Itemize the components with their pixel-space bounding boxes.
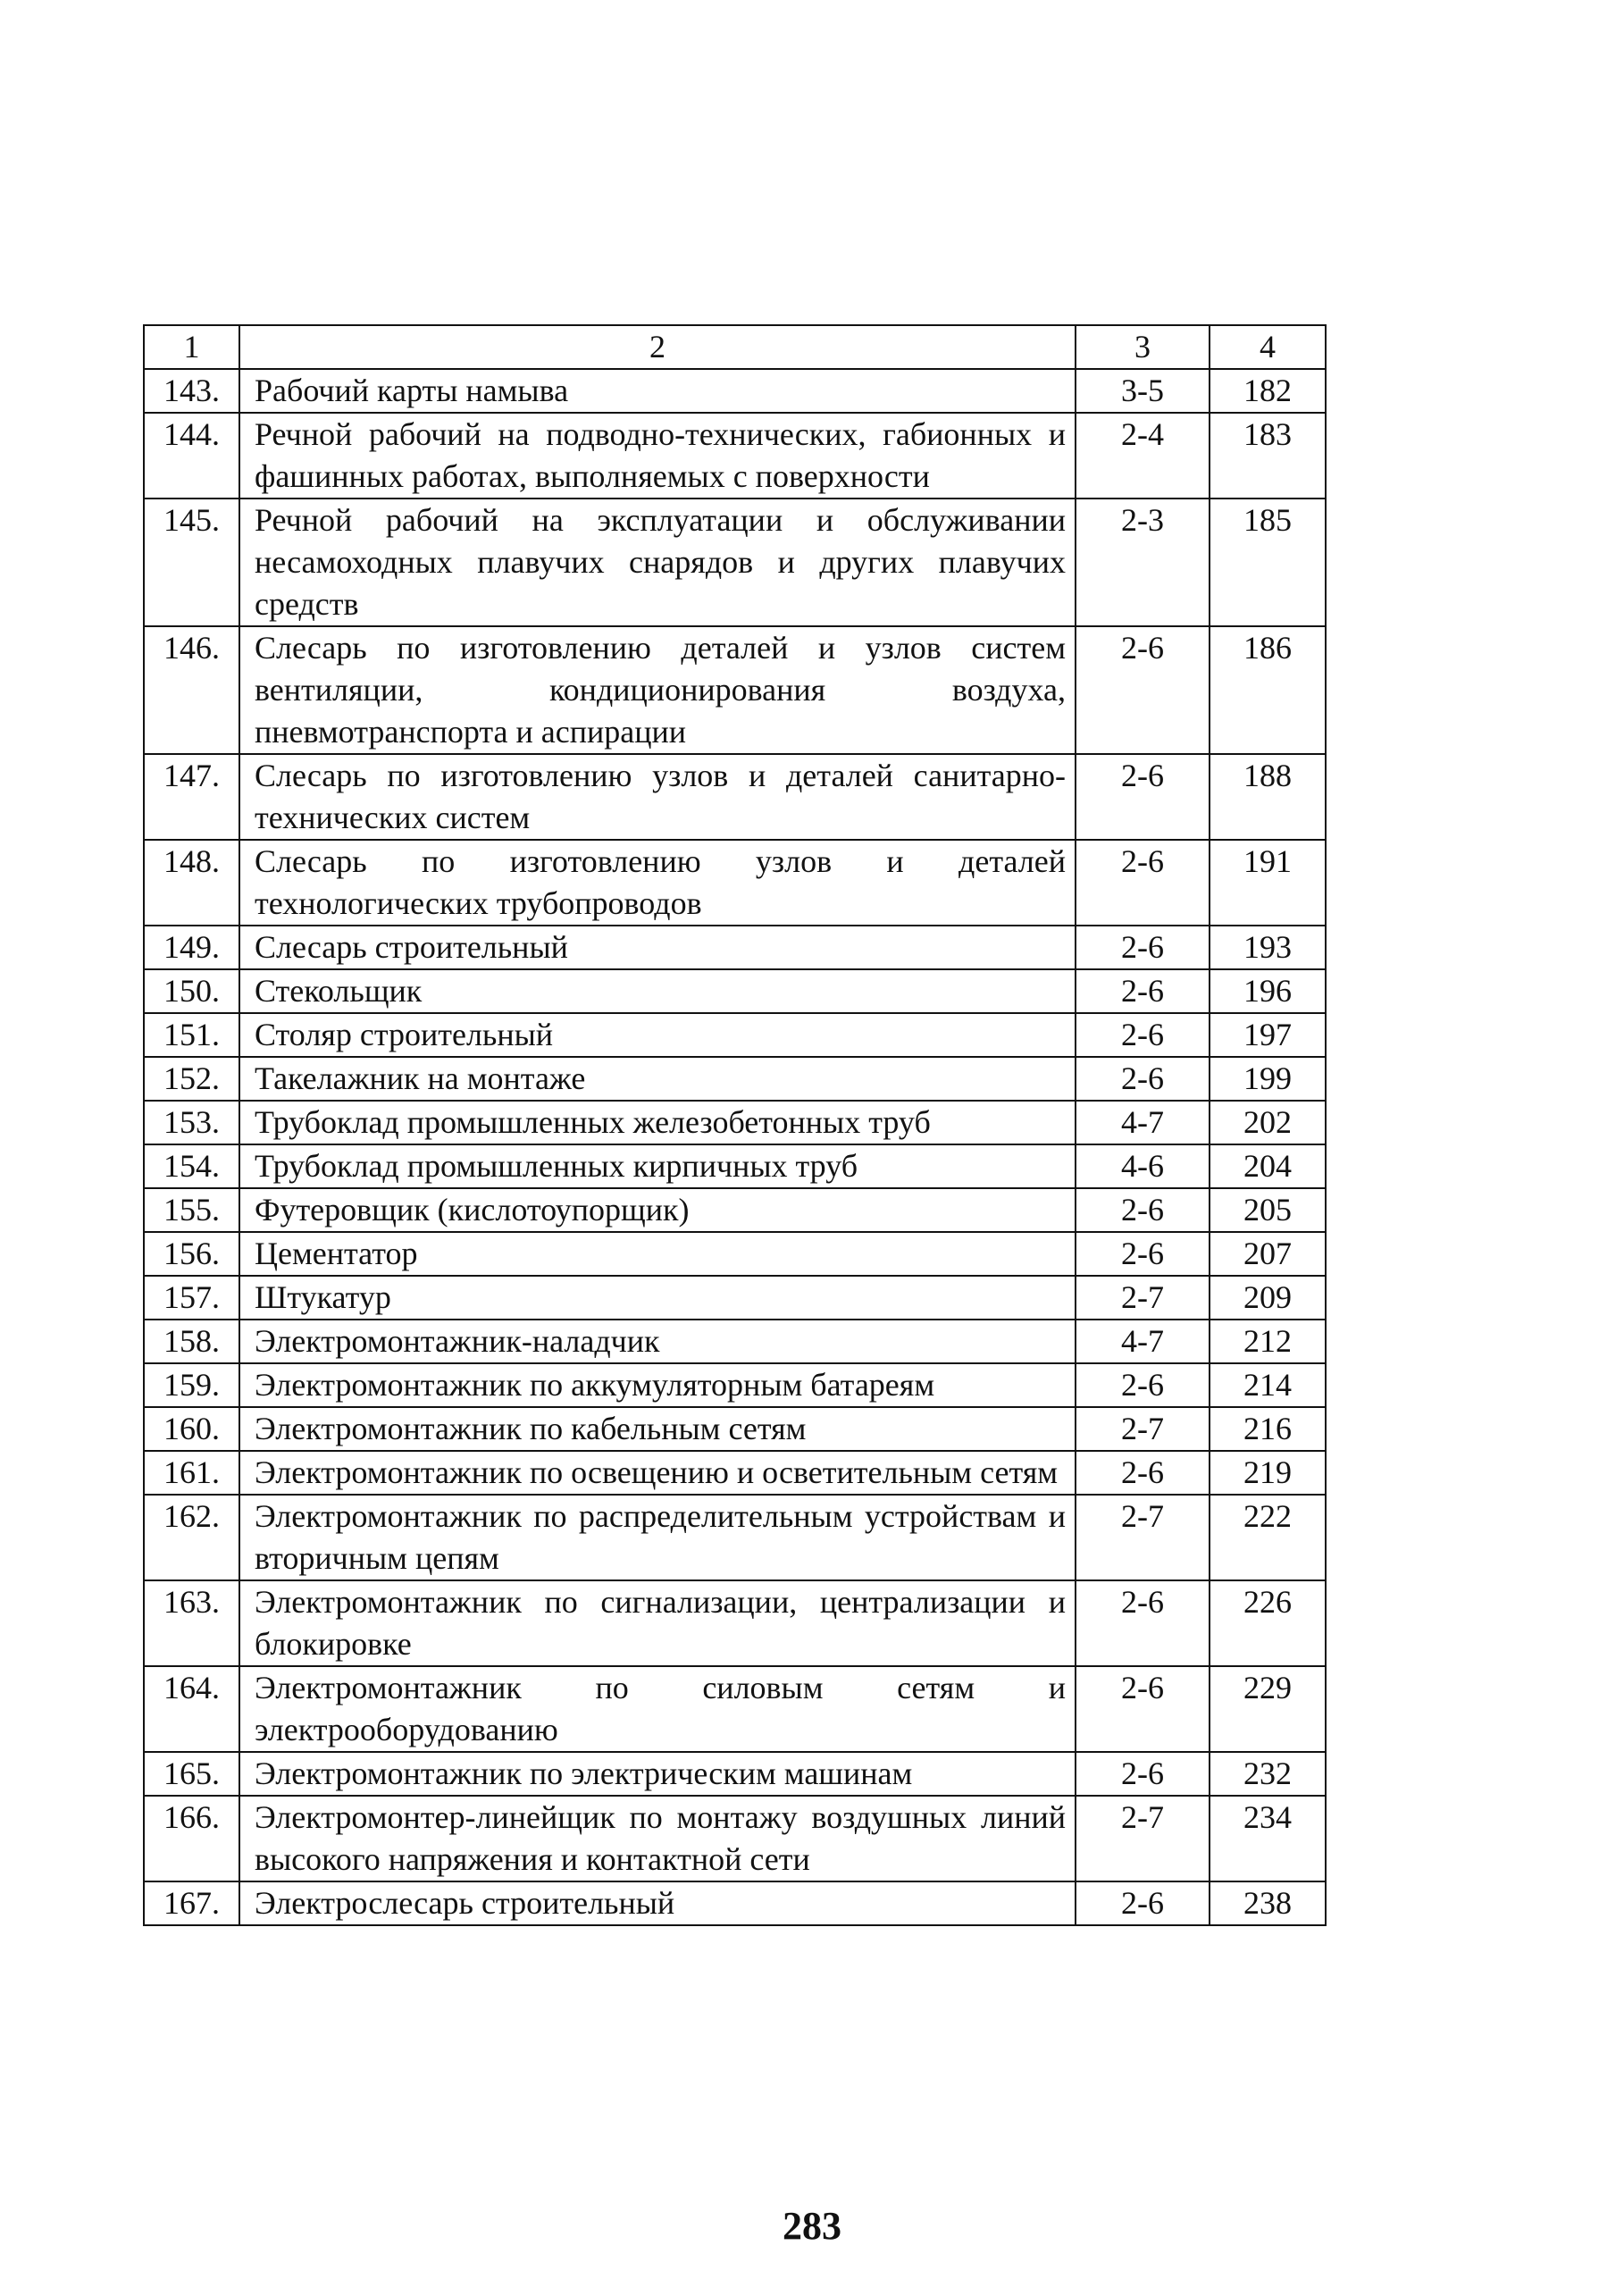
page-ref: 219 — [1210, 1451, 1326, 1495]
page-number: 283 — [783, 2204, 841, 2248]
profession-name: Такелажник на монтаже — [239, 1057, 1076, 1101]
grade-range: 2-6 — [1076, 840, 1210, 926]
grade-range: 2-7 — [1076, 1495, 1210, 1580]
column-header-3: 3 — [1076, 325, 1210, 369]
profession-name: Цементатор — [239, 1232, 1076, 1276]
grade-range: 2-6 — [1076, 754, 1210, 840]
profession-name: Столяр строительный — [239, 1013, 1076, 1057]
column-header-4: 4 — [1210, 325, 1326, 369]
grade-range: 4-7 — [1076, 1320, 1210, 1363]
row-number: 145. — [144, 499, 239, 626]
profession-name: Речной рабочий на эксплуатации и обслуживании несамоходных плавучих снарядов и других плавучих средств — [239, 499, 1076, 626]
profession-name: Речной рабочий на подводно-технических, габионных и фашинных работах, выполняемых с поверхности — [239, 413, 1076, 499]
row-number: 159. — [144, 1363, 239, 1407]
page-ref: 199 — [1210, 1057, 1326, 1101]
profession-name: Стекольщик — [239, 969, 1076, 1013]
table-row — [144, 1796, 1326, 1881]
page-ref: 229 — [1210, 1666, 1326, 1752]
grade-range: 4-6 — [1076, 1144, 1210, 1188]
table-row — [144, 840, 1326, 926]
table-row — [144, 1320, 1326, 1363]
profession-name: Электромонтажник по силовым сетям и электрооборудованию — [239, 1666, 1076, 1752]
grade-range: 2-4 — [1076, 413, 1210, 499]
row-number: 151. — [144, 1013, 239, 1057]
grade-range: 2-6 — [1076, 926, 1210, 969]
grade-range: 2-6 — [1076, 1188, 1210, 1232]
profession-name: Электрослесарь строительный — [239, 1881, 1076, 1925]
profession-name: Слесарь строительный — [239, 926, 1076, 969]
page-ref: 196 — [1210, 969, 1326, 1013]
grade-range: 2-6 — [1076, 1580, 1210, 1666]
row-number: 156. — [144, 1232, 239, 1276]
row-number: 164. — [144, 1666, 239, 1752]
row-number: 160. — [144, 1407, 239, 1451]
table-body — [144, 369, 1326, 1925]
page-ref: 186 — [1210, 626, 1326, 754]
row-number: 150. — [144, 969, 239, 1013]
page-ref: 222 — [1210, 1495, 1326, 1580]
grade-range: 2-7 — [1076, 1407, 1210, 1451]
table-row — [144, 1666, 1326, 1752]
page-ref: 191 — [1210, 840, 1326, 926]
page-ref: 202 — [1210, 1101, 1326, 1144]
page-ref: 197 — [1210, 1013, 1326, 1057]
table-row — [144, 626, 1326, 754]
column-header-1: 1 — [144, 325, 239, 369]
profession-name: Электромонтажник-наладчик — [239, 1320, 1076, 1363]
grade-range: 3-5 — [1076, 369, 1210, 413]
grade-range: 2-6 — [1076, 1666, 1210, 1752]
row-number: 162. — [144, 1495, 239, 1580]
table-row — [144, 1144, 1326, 1188]
table-row — [144, 1057, 1326, 1101]
page-ref: 232 — [1210, 1752, 1326, 1796]
row-number: 166. — [144, 1796, 239, 1881]
table-row — [144, 1752, 1326, 1796]
table-row — [144, 1407, 1326, 1451]
grade-range: 2-6 — [1076, 1451, 1210, 1495]
row-number: 144. — [144, 413, 239, 499]
table-row — [144, 1881, 1326, 1925]
table-row — [144, 1013, 1326, 1057]
row-number: 163. — [144, 1580, 239, 1666]
row-number: 158. — [144, 1320, 239, 1363]
page-ref: 209 — [1210, 1276, 1326, 1320]
table-row — [144, 1276, 1326, 1320]
profession-name: Слесарь по изготовлению узлов и деталей технологических трубопроводов — [239, 840, 1076, 926]
table-row — [144, 969, 1326, 1013]
page-ref: 185 — [1210, 499, 1326, 626]
row-number: 143. — [144, 369, 239, 413]
table-row — [144, 1580, 1326, 1666]
profession-name: Рабочий карты намыва — [239, 369, 1076, 413]
profession-name: Электромонтажник по аккумуляторным батареям — [239, 1363, 1076, 1407]
table-row — [144, 1495, 1326, 1580]
row-number: 153. — [144, 1101, 239, 1144]
row-number: 149. — [144, 926, 239, 969]
table-row — [144, 1232, 1326, 1276]
profession-name: Электромонтажник по освещению и осветительным сетям — [239, 1451, 1076, 1495]
row-number: 152. — [144, 1057, 239, 1101]
page-ref: 238 — [1210, 1881, 1326, 1925]
page-ref: 216 — [1210, 1407, 1326, 1451]
table-row — [144, 1101, 1326, 1144]
table-row — [144, 413, 1326, 499]
row-number: 157. — [144, 1276, 239, 1320]
column-header-2: 2 — [239, 325, 1076, 369]
profession-name: Электромонтер-линейщик по монтажу воздушных линий высокого напряжения и контактной сети — [239, 1796, 1076, 1881]
table-row — [144, 926, 1326, 969]
table-row — [144, 1363, 1326, 1407]
table-row — [144, 369, 1326, 413]
grade-range: 2-6 — [1076, 1013, 1210, 1057]
grade-range: 2-6 — [1076, 1752, 1210, 1796]
professions-table — [143, 324, 1327, 1926]
page-ref: 226 — [1210, 1580, 1326, 1666]
profession-name: Трубоклад промышленных кирпичных труб — [239, 1144, 1076, 1188]
row-number: 165. — [144, 1752, 239, 1796]
grade-range: 2-7 — [1076, 1796, 1210, 1881]
row-number: 167. — [144, 1881, 239, 1925]
page-ref: 183 — [1210, 413, 1326, 499]
grade-range: 2-6 — [1076, 1057, 1210, 1101]
page-ref: 204 — [1210, 1144, 1326, 1188]
grade-range: 2-7 — [1076, 1276, 1210, 1320]
profession-name: Электромонтажник по электрическим машинам — [239, 1752, 1076, 1796]
grade-range: 2-6 — [1076, 1881, 1210, 1925]
table-row — [144, 499, 1326, 626]
grade-range: 4-7 — [1076, 1101, 1210, 1144]
page-ref: 207 — [1210, 1232, 1326, 1276]
table-header-row — [144, 325, 1326, 369]
profession-name: Слесарь по изготовлению деталей и узлов систем вентиляции, кондиционирования воздуха, пневмотранспорта и аспирации — [239, 626, 1076, 754]
page-ref: 214 — [1210, 1363, 1326, 1407]
profession-name: Электромонтажник по сигнализации, централизации и блокировке — [239, 1580, 1076, 1666]
row-number: 147. — [144, 754, 239, 840]
profession-name: Слесарь по изготовлению узлов и деталей санитарно-технических систем — [239, 754, 1076, 840]
page-ref: 188 — [1210, 754, 1326, 840]
grade-range: 2-6 — [1076, 1363, 1210, 1407]
row-number: 148. — [144, 840, 239, 926]
table-row — [144, 754, 1326, 840]
page-ref: 182 — [1210, 369, 1326, 413]
grade-range: 2-6 — [1076, 626, 1210, 754]
row-number: 161. — [144, 1451, 239, 1495]
row-number: 155. — [144, 1188, 239, 1232]
page-ref: 234 — [1210, 1796, 1326, 1881]
page-ref: 205 — [1210, 1188, 1326, 1232]
profession-name: Электромонтажник по кабельным сетям — [239, 1407, 1076, 1451]
row-number: 154. — [144, 1144, 239, 1188]
grade-range: 2-6 — [1076, 1232, 1210, 1276]
profession-name: Штукатур — [239, 1276, 1076, 1320]
profession-name: Трубоклад промышленных железобетонных труб — [239, 1101, 1076, 1144]
profession-name: Футеровщик (кислотоупорщик) — [239, 1188, 1076, 1232]
table-row — [144, 1188, 1326, 1232]
profession-name: Электромонтажник по распределительным устройствам и вторичным цепям — [239, 1495, 1076, 1580]
page-ref: 193 — [1210, 926, 1326, 969]
grade-range: 2-3 — [1076, 499, 1210, 626]
page-ref: 212 — [1210, 1320, 1326, 1363]
table-row — [144, 1451, 1326, 1495]
row-number: 146. — [144, 626, 239, 754]
grade-range: 2-6 — [1076, 969, 1210, 1013]
